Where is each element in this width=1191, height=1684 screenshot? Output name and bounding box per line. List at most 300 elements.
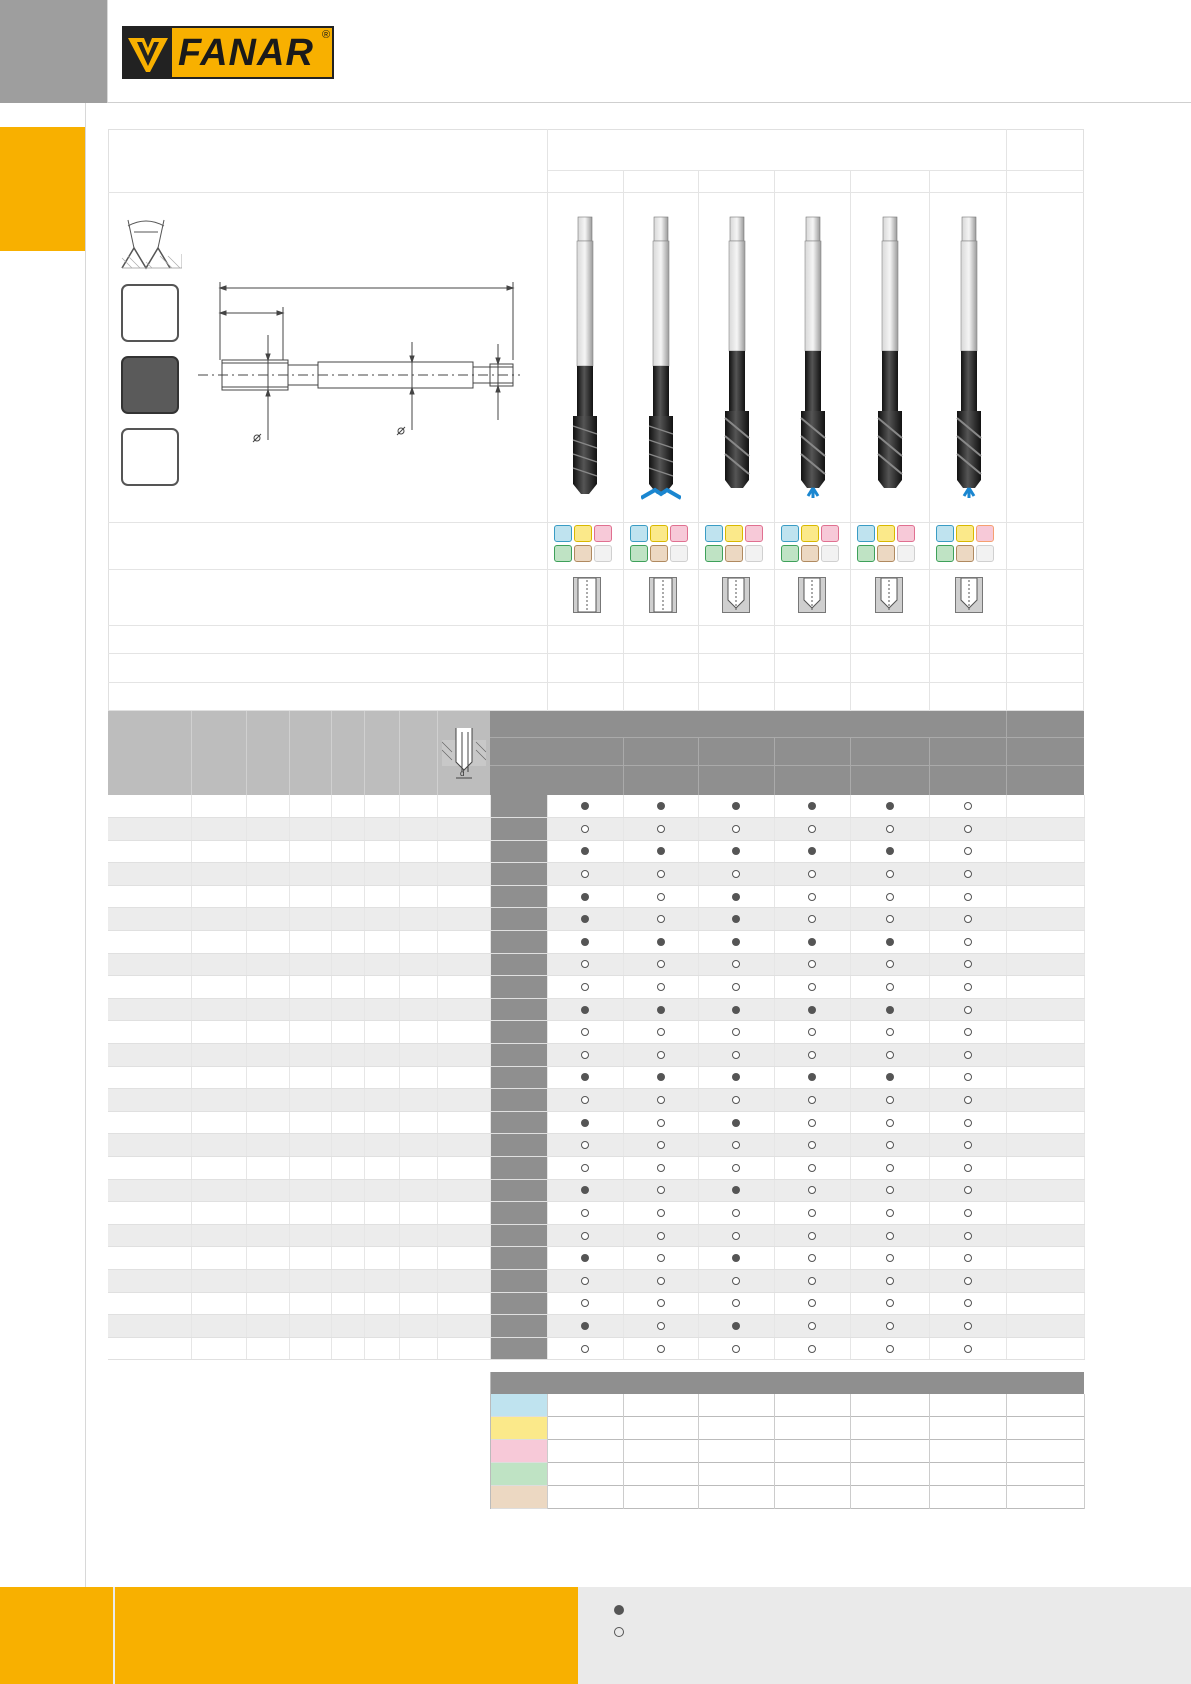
table-cell: [108, 1292, 191, 1315]
table-cell: [191, 1111, 246, 1134]
tap-image-2: [641, 212, 681, 502]
empty-dot-icon: [732, 825, 740, 833]
table-cell: [289, 976, 331, 999]
table-cell: [331, 1021, 364, 1044]
material-color-cell: [490, 1440, 547, 1463]
material-swatch: [554, 525, 572, 542]
table-cell: [289, 1315, 331, 1338]
empty-dot-icon: [886, 1119, 894, 1127]
table-cell: [698, 953, 774, 976]
table-cell: [623, 1134, 698, 1157]
table-cell: [364, 953, 399, 976]
table-cell: [698, 1089, 774, 1112]
table-cell: [850, 998, 929, 1021]
table-cell: [246, 1202, 289, 1225]
table-cell: [850, 840, 929, 863]
matrix-header-left: [108, 711, 490, 795]
table-cell: [1006, 1337, 1084, 1360]
filled-dot-icon: [732, 938, 740, 946]
table-cell: [490, 1179, 547, 1202]
section-tab: [0, 127, 86, 251]
table-row: [108, 1247, 1084, 1270]
table-cell: [623, 1202, 698, 1225]
empty-dot-icon: [657, 893, 665, 901]
table-cell: [289, 840, 331, 863]
empty-dot-icon: [808, 1232, 816, 1240]
divider: [85, 103, 86, 1588]
table-cell: [850, 885, 929, 908]
table-row: [108, 885, 1084, 908]
table-cell: [1006, 1021, 1084, 1044]
divider: [108, 625, 1084, 626]
divider: [437, 711, 438, 795]
material-color-cell: [490, 1394, 547, 1417]
empty-dot-icon: [581, 1277, 589, 1285]
table-cell: [490, 1337, 547, 1360]
empty-dot-icon: [657, 1164, 665, 1172]
table-row: [108, 1179, 1084, 1202]
material-swatch: [745, 545, 763, 562]
table-row: [108, 1269, 1084, 1292]
table-cell: [623, 1179, 698, 1202]
table-cell: [246, 1292, 289, 1315]
table-cell: [774, 795, 850, 818]
table-cell: [929, 1269, 1006, 1292]
material-swatch: [857, 525, 875, 542]
divider: [774, 170, 775, 711]
table-cell: [774, 1269, 850, 1292]
table-cell: [850, 1337, 929, 1360]
empty-dot-icon: [732, 1028, 740, 1036]
divider: [399, 711, 400, 795]
table-cell: [437, 863, 490, 886]
empty-dot-icon: [657, 1277, 665, 1285]
table-cell: [774, 931, 850, 954]
table-cell: [698, 931, 774, 954]
table-cell: [289, 818, 331, 841]
divider: [108, 653, 1084, 654]
divider: [108, 192, 1084, 193]
table-cell: [698, 1202, 774, 1225]
table-cell: [437, 795, 490, 818]
filled-dot-icon: [732, 893, 740, 901]
table-cell: [437, 953, 490, 976]
table-cell: [437, 1315, 490, 1338]
filled-dot-icon: [581, 938, 589, 946]
table-cell: [331, 1044, 364, 1067]
divider: [623, 737, 624, 795]
table-cell: [774, 1202, 850, 1225]
table-cell: [331, 1269, 364, 1292]
table-cell: [929, 931, 1006, 954]
divider: [289, 711, 290, 795]
empty-dot-icon: [964, 1322, 972, 1330]
table-cell: [1006, 931, 1084, 954]
empty-dot-icon: [808, 1299, 816, 1307]
table-cell: [364, 1134, 399, 1157]
empty-dot-icon: [657, 1232, 665, 1240]
empty-dot-icon: [886, 1096, 894, 1104]
filled-dot-icon: [657, 1073, 665, 1081]
table-cell: [850, 908, 929, 931]
filled-dot-icon: [808, 1073, 816, 1081]
table-cell: [623, 976, 698, 999]
filled-dot-icon: [808, 802, 816, 810]
table-cell: [929, 1089, 1006, 1112]
table-cell: [774, 976, 850, 999]
table-cell: [364, 1044, 399, 1067]
table-cell: [490, 818, 547, 841]
table-cell: [929, 1315, 1006, 1338]
table-cell: [399, 1315, 437, 1338]
empty-dot-icon: [732, 870, 740, 878]
tap-image-5: [870, 212, 910, 502]
empty-dot-icon: [808, 1254, 816, 1262]
table-row: [108, 1066, 1084, 1089]
table-cell: [547, 1021, 623, 1044]
material-color-cell: [490, 1417, 547, 1440]
table-cell: [774, 1089, 850, 1112]
filled-dot-icon: [581, 1254, 589, 1262]
filled-dot-icon: [657, 938, 665, 946]
table-cell: [399, 1292, 437, 1315]
table-cell: [547, 885, 623, 908]
divider: [108, 682, 1084, 683]
table-row: [108, 1202, 1084, 1225]
empty-dot-icon: [886, 870, 894, 878]
divider: [547, 1416, 1084, 1417]
table-cell: [191, 1247, 246, 1270]
table-cell: [929, 976, 1006, 999]
empty-dot-icon: [581, 1141, 589, 1149]
table-cell: [490, 908, 547, 931]
empty-dot-icon: [808, 1277, 816, 1285]
table-cell: [246, 1066, 289, 1089]
table-cell: [490, 1269, 547, 1292]
table-cell: [108, 818, 191, 841]
table-cell: [623, 1315, 698, 1338]
filled-dot-icon: [581, 915, 589, 923]
material-swatch: [976, 525, 994, 542]
filled-dot-icon: [808, 938, 816, 946]
table-cell: [364, 795, 399, 818]
table-cell: [246, 1337, 289, 1360]
table-cell: [246, 1044, 289, 1067]
empty-dot-icon: [964, 870, 972, 878]
table-cell: [399, 1337, 437, 1360]
table-cell: [698, 976, 774, 999]
empty-dot-icon: [964, 960, 972, 968]
empty-dot-icon: [657, 915, 665, 923]
table-cell: [774, 1247, 850, 1270]
empty-dot-icon: [808, 1209, 816, 1217]
empty-dot-icon: [964, 1006, 972, 1014]
divider: [547, 1394, 548, 1509]
table-cell: [289, 885, 331, 908]
table-cell: [289, 998, 331, 1021]
table-cell: [246, 998, 289, 1021]
table-row: [108, 1315, 1084, 1338]
blind-hole-icon: [955, 577, 983, 613]
divider: [547, 1508, 1084, 1509]
table-cell: [246, 1224, 289, 1247]
table-cell: [547, 1089, 623, 1112]
table-cell: [399, 1157, 437, 1180]
table-cell: [437, 1202, 490, 1225]
table-cell: [331, 1157, 364, 1180]
empty-dot-icon: [886, 1028, 894, 1036]
table-cell: [698, 795, 774, 818]
material-swatch: [650, 525, 668, 542]
table-cell: [289, 863, 331, 886]
swatch-group: [781, 525, 845, 565]
table-row: [108, 863, 1084, 886]
table-cell: [698, 1292, 774, 1315]
table-row: [108, 998, 1084, 1021]
table-row: [108, 931, 1084, 954]
table-cell: [364, 1066, 399, 1089]
filled-dot-icon: [808, 1006, 816, 1014]
table-cell: [1006, 1292, 1084, 1315]
table-cell: [331, 840, 364, 863]
table-cell: [191, 863, 246, 886]
material-swatch: [574, 525, 592, 542]
table-cell: [191, 885, 246, 908]
empty-dot-icon: [808, 1119, 816, 1127]
empty-dot-icon: [581, 870, 589, 878]
table-cell: [108, 840, 191, 863]
table-cell: [929, 1179, 1006, 1202]
table-cell: [623, 998, 698, 1021]
blind-hole-icon: [875, 577, 903, 613]
table-cell: [850, 818, 929, 841]
table-cell: [191, 1179, 246, 1202]
table-cell: [929, 1292, 1006, 1315]
table-cell: [774, 863, 850, 886]
table-cell: [1006, 1224, 1084, 1247]
table-cell: [331, 998, 364, 1021]
table-cell: [289, 1111, 331, 1134]
table-cell: [364, 1269, 399, 1292]
empty-dot-icon: [808, 960, 816, 968]
table-cell: [698, 1066, 774, 1089]
table-cell: [364, 1111, 399, 1134]
table-cell: [698, 1337, 774, 1360]
material-swatch: [801, 545, 819, 562]
table-cell: [929, 840, 1006, 863]
table-cell: [289, 1044, 331, 1067]
divider: [774, 1394, 775, 1509]
table-cell: [623, 863, 698, 886]
table-cell: [490, 1224, 547, 1247]
table-cell: [623, 931, 698, 954]
table-cell: [108, 1066, 191, 1089]
table-cell: [399, 976, 437, 999]
table-cell: [490, 1111, 547, 1134]
divider: [929, 170, 930, 711]
table-cell: [437, 818, 490, 841]
table-cell: [246, 1247, 289, 1270]
table-cell: [364, 1337, 399, 1360]
through-hole-icon: [573, 577, 601, 613]
table-cell: [929, 1066, 1006, 1089]
table-cell: [698, 1179, 774, 1202]
table-cell: [547, 953, 623, 976]
table-cell: [437, 1157, 490, 1180]
registered-mark: ®: [322, 29, 331, 41]
filled-dot-icon: [581, 802, 589, 810]
empty-dot-icon: [581, 1096, 589, 1104]
footer-orange-left: [0, 1587, 113, 1684]
table-cell: [246, 1315, 289, 1338]
empty-dot-icon: [964, 893, 972, 901]
table-cell: [437, 1089, 490, 1112]
table-cell: [191, 1089, 246, 1112]
table-cell: [289, 1224, 331, 1247]
table-cell: [490, 953, 547, 976]
empty-dot-icon: [657, 983, 665, 991]
empty-dot-icon: [886, 1051, 894, 1059]
filled-dot-icon: [581, 1322, 589, 1330]
empty-dot-icon: [732, 1209, 740, 1217]
table-row: [108, 1089, 1084, 1112]
table-cell: [437, 840, 490, 863]
empty-dot-icon: [657, 1119, 665, 1127]
material-color-cell: [490, 1486, 547, 1509]
table-cell: [490, 1247, 547, 1270]
table-cell: [246, 863, 289, 886]
drill-depth-icon: [442, 728, 486, 782]
table-cell: [108, 908, 191, 931]
table-cell: [108, 1269, 191, 1292]
table-cell: [364, 863, 399, 886]
empty-dot-icon: [964, 1209, 972, 1217]
table-cell: [246, 908, 289, 931]
table-cell: [1006, 818, 1084, 841]
table-cell: [774, 1111, 850, 1134]
table-cell: [437, 885, 490, 908]
table-cell: [929, 795, 1006, 818]
table-row: [108, 840, 1084, 863]
empty-dot-icon: [886, 1277, 894, 1285]
fanar-logo: [122, 26, 334, 79]
legend-filled-dot-icon: [614, 1605, 624, 1615]
table-cell: [623, 1269, 698, 1292]
table-cell: [108, 998, 191, 1021]
table-cell: [364, 1247, 399, 1270]
table-cell: [289, 1021, 331, 1044]
divider: [547, 1462, 1084, 1463]
empty-dot-icon: [964, 1141, 972, 1149]
swatch-group: [554, 525, 618, 565]
empty-dot-icon: [964, 1299, 972, 1307]
divider: [547, 170, 1084, 171]
table-cell: [929, 1157, 1006, 1180]
table-cell: [364, 1315, 399, 1338]
table-cell: [929, 1247, 1006, 1270]
thread-profile-icon: [120, 212, 182, 270]
table-cell: [490, 998, 547, 1021]
table-cell: [246, 953, 289, 976]
divider: [246, 711, 247, 795]
table-cell: [929, 1202, 1006, 1225]
table-cell: [774, 818, 850, 841]
table-cell: [331, 1202, 364, 1225]
matrix-header-right: [490, 711, 1084, 795]
table-cell: [774, 1337, 850, 1360]
table-cell: [331, 976, 364, 999]
empty-dot-icon: [657, 825, 665, 833]
material-swatch: [725, 545, 743, 562]
legend-empty-dot-icon: [614, 1627, 624, 1637]
empty-dot-icon: [657, 1096, 665, 1104]
empty-dot-icon: [581, 1232, 589, 1240]
table-cell: [108, 1111, 191, 1134]
table-cell: [1006, 885, 1084, 908]
table-cell: [623, 795, 698, 818]
table-cell: [850, 1202, 929, 1225]
table-cell: [698, 1315, 774, 1338]
table-cell: [623, 953, 698, 976]
table-cell: [399, 1202, 437, 1225]
empty-dot-icon: [886, 1186, 894, 1194]
table-cell: [437, 976, 490, 999]
material-swatch: [897, 545, 915, 562]
table-cell: [331, 1066, 364, 1089]
table-cell: [547, 1315, 623, 1338]
material-swatch: [956, 525, 974, 542]
material-swatch: [936, 525, 954, 542]
table-cell: [191, 840, 246, 863]
divider: [107, 102, 1191, 103]
table-cell: [490, 931, 547, 954]
material-swatch: [574, 545, 592, 562]
table-cell: [331, 908, 364, 931]
svg-text:d: d: [460, 769, 465, 778]
divider: [490, 1372, 491, 1509]
empty-dot-icon: [732, 1277, 740, 1285]
table-cell: [399, 863, 437, 886]
filled-dot-icon: [732, 915, 740, 923]
empty-dot-icon: [808, 825, 816, 833]
empty-dot-icon: [657, 1186, 665, 1194]
table-row: [108, 1021, 1084, 1044]
filled-dot-icon: [581, 847, 589, 855]
corner-block: [0, 0, 107, 103]
table-cell: [490, 1044, 547, 1067]
table-cell: [191, 953, 246, 976]
empty-dot-icon: [808, 1322, 816, 1330]
table-cell: [289, 1202, 331, 1225]
table-cell: [1006, 976, 1084, 999]
table-cell: [246, 1089, 289, 1112]
table-cell: [774, 1066, 850, 1089]
table-cell: [191, 1066, 246, 1089]
table-cell: [364, 1179, 399, 1202]
filled-dot-icon: [732, 1186, 740, 1194]
empty-dot-icon: [886, 1299, 894, 1307]
table-cell: [331, 1337, 364, 1360]
empty-dot-icon: [732, 1164, 740, 1172]
table-cell: [108, 1157, 191, 1180]
tap-image-4: [793, 212, 833, 502]
empty-dot-icon: [964, 1164, 972, 1172]
table-cell: [399, 840, 437, 863]
table-cell: [364, 840, 399, 863]
logo-text: FANAR: [178, 32, 314, 74]
tap-dimension-drawing: [190, 280, 530, 450]
empty-dot-icon: [964, 1186, 972, 1194]
